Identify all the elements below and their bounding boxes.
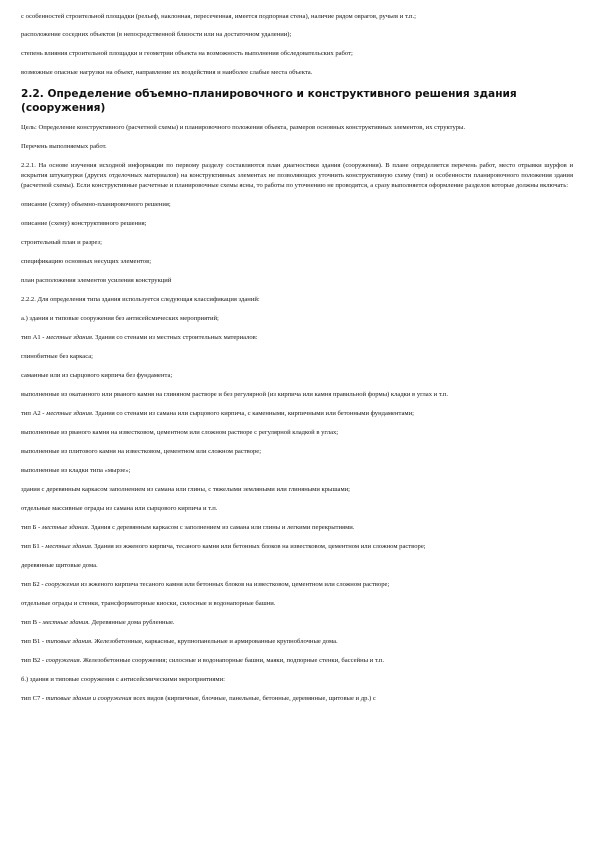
type-v2-rest: Железобетонные сооружения; силосные и водонапорные башни, маяки, подпорные стенки, бассейны и т.п.: [81, 657, 385, 664]
type-v1-prefix: тип В1 -: [21, 638, 46, 645]
type-c7-prefix: тип С7 -: [21, 695, 46, 702]
type-b1-prefix: тип Б1 -: [21, 543, 46, 550]
type-a2-em: местные здания.: [46, 410, 94, 417]
type-v-rest: Деревянные дома рубленные.: [89, 619, 175, 626]
type-b2-rest: из жженого кирпича тесаного камня или бетонных блоков на известковом, цементном или сложном растворе;: [79, 581, 390, 588]
list-item: описание (схему) конструктивного решения;: [21, 220, 147, 227]
type-c7: [21, 694, 573, 704]
section-heading: 2.2. Определение объемно-планировочного и конструктивного решения здания (сооружения): [21, 88, 517, 114]
paragraph-neighbors: расположение соседних объектов (в непосредственной близости или на достаточном удалении);: [21, 31, 292, 38]
type-b: [21, 523, 573, 533]
paragraph-bulyzh: выполненные из окатанного или рваного камня на глиняном растворе и без регулярной (из кирпича или камня правильной формы) кладки в углах и т.п.: [21, 391, 449, 398]
type-c7-em: типовые здания и сооружения: [45, 695, 132, 702]
type-b1-em: местные здания.: [45, 543, 93, 550]
type-a2-prefix: тип А2 -: [21, 410, 47, 417]
paragraph-2-2-2: 2.2.2. Для определения типа здания используется следующая классификация зданий:: [21, 296, 260, 303]
type-v-prefix: тип В -: [21, 619, 43, 626]
list-item: описание (схему) объемно-планировочного решения;: [21, 201, 171, 208]
list-item: план расположения элементов усиления конструкций: [21, 277, 172, 284]
paragraph-ogr-st: отдельные ограды и стенки, трансформаторные киоски, силосные и водонапорные башни.: [21, 600, 276, 607]
type-b2: [21, 580, 573, 590]
paragraph-glino: глинобитные без каркаса;: [21, 353, 93, 360]
type-v2-em: сооружения.: [45, 657, 82, 664]
type-b-prefix: тип Б -: [21, 524, 42, 531]
type-a2: [21, 409, 573, 419]
paragraph-derev-dom: деревянные щитовые дома.: [21, 562, 98, 569]
type-v-em: местные здания.: [42, 619, 90, 626]
type-a1-em: местные здания.: [46, 334, 94, 341]
paragraph-loads: возможные опасные нагрузки на объект, направление их воздействия и наиболее слабые места объекта.: [21, 69, 313, 76]
type-v1-em: типовые здания.: [45, 638, 93, 645]
paragraph-ograd: отдельные массивные ограды из самана или сырцового кирпича и т.п.: [21, 505, 218, 512]
paragraph-derev: здания с деревянным каркасом заполнением из самана или глины, с тяжелыми земляными или глиняными крышами;: [21, 486, 351, 493]
type-c7-rest: всех видов (кирпичные, блочные, панельные, бетонные, деревянные, щитовые и др.) с: [131, 695, 376, 702]
type-v: [21, 618, 573, 628]
type-v2: [21, 656, 573, 666]
document-page: [21, 12, 573, 713]
type-b-rest: Здания с деревянным каркасом с заполнением из самана или глины и легкими перекрытиями.: [89, 524, 355, 531]
type-v1-rest: Железобетонные, каркасные, крупнопанельные и армированные крупноблочные дома.: [92, 638, 338, 645]
paragraph-site-influence: степень влияния строительной площадки и геометрии объекта на возможность выполнения обследовательских работ;: [21, 50, 353, 57]
type-b-em: местные здания.: [41, 524, 90, 531]
paragraph-mysr: выполненные из кладки типа «мырзе»;: [21, 467, 131, 474]
paragraph-2-2-1: 2.2.1. На основе изучения исходной информации по первому разделу составляются план диагностики здания (сооружения). В плане определяется перечень работ, место отрывки шурфов и вскрытия штукатурки (других отделочных материалов) на конструктивных элементах не позволяющих уточнить конструктивную схему (тип) и особенности планировочного положения здания (расчетной схемы). Если конструктивные расчетные и планировочные схемы ясны, то работы по уточнению не проводятся, а сразу выполняется оформление разделов которые должны включать:: [21, 162, 573, 189]
type-v2-prefix: тип В2 -: [21, 657, 46, 664]
type-b2-prefix: тип Б2 -: [21, 581, 46, 588]
paragraph-goal: Цель: Определение конструктивного (расчетной схемы) и планировочного положения объекта, размеров основных конструктивных элементов, их структуры.: [21, 124, 466, 131]
type-a1-prefix: тип А1 -: [21, 334, 47, 341]
type-a1: [21, 333, 573, 343]
paragraph-plit: выполненные из плитового камня на известковом, цементном или сложном растворе;: [21, 448, 262, 455]
type-a2-rest: Здания со стенами из самана или сырцового кирпича, с каменными, кирпичными или бетонными фундаментами;: [93, 410, 414, 417]
works-list-title: Перечень выполняемых работ.: [21, 143, 107, 150]
list-item: спецификацию основных несущих элементов;: [21, 258, 152, 265]
type-b2-em: сооружения: [45, 581, 80, 588]
type-b1: [21, 542, 573, 552]
paragraph-a: а.) здания и типовые сооружения без антисейсмических мероприятий;: [21, 315, 219, 322]
paragraph-rvany: выполненные из рваного камня на известковом, цементном или сложном растворе с регулярной кладкой в углах;: [21, 429, 339, 436]
paragraph-saman: саманные или из сырцового кирпича без фундамента;: [21, 372, 173, 379]
paragraph-site-features: с особенностей строительной площадки (рельеф, наклонная, пересеченная, имеется подпорная стена), наличие рядом оврагов, ручьев и т.п.;: [21, 13, 416, 20]
type-a1-rest: Здания со стенами из местных строительных материалов:: [93, 334, 258, 341]
type-v1: [21, 637, 573, 647]
paragraph-b: б.) здания и типовые сооружения с антисейсмическими мероприятиями:: [21, 676, 225, 683]
type-b1-rest: Здания из жженого кирпича, тесаного камня или бетонных блоков на известковом, цементном или сложном растворе;: [92, 543, 426, 550]
list-item: строительный план и разрез;: [21, 239, 102, 246]
